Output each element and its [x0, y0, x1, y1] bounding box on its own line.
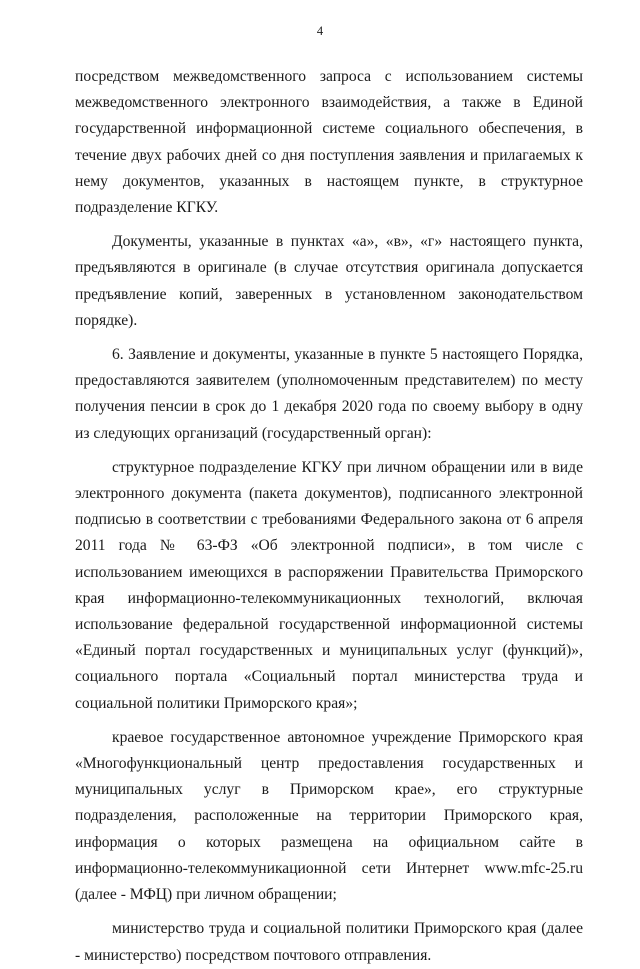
paragraph-item-6: 6. Заявление и документы, указанные в пункте 5 настоящего Порядка, предоставляются заявителем (уполномоченным представителем) по месту получения пенсии в срок до 1 декабря 2020 года по своему выбору в одну из следующих организаций (государственный орган): [75, 346, 583, 442]
paragraph-ministry: министерство труда и социальной политики Приморского края (далее - министерство) посредством почтового отправления. [75, 920, 583, 964]
document-body [75, 64, 583, 969]
paragraph-continuation: посредством межведомственного запроса с использованием системы межведомственного электронного взаимодействия, а также в Единой государственной информационной системе социального обеспечения, в течение двух рабочих дней со дня поступления заявления и прилагаемых к нему документов, указанных в настоящем пункте, в структурное подразделение КГКУ. [75, 68, 583, 217]
paragraph-mfc: краевое государственное автономное учреждение Приморского края «Многофункциональный центр предоставления государственных и муниципальных услуг в Приморском крае», его структурные подразделения, расположенные на территории Приморского края, информация о которых размещена на официальном сайте в информационно-телекоммуникационной сети Интернет www.mfc-25.ru (далее - МФЦ) при личном обращении; [75, 728, 583, 904]
paragraph-documents-originals: Документы, указанные в пунктах «а», «в», «г» настоящего пункта, предъявляются в оригинале (в случае отсутствия оригинала допускается предъявление копий, заверенных в установленном законодательством порядке). [75, 233, 583, 329]
paragraph-kgku-division: структурное подразделение КГКУ при личном обращении или в виде электронного документа (пакета документов), подписанного электронной подписью в соответствии с требованиями Федерального закона от 6 апреля 2011 года № 63-ФЗ «Об электронной подписи», в том числе с использованием имеющихся в распоряжении Правительства Приморского края информационно-телекоммуникационных технологий, включая использование федеральной государственной информационной системы «Единый портал государственных и муниципальных услуг (функций)», социального портала «Социальный портал министерства труда и социальной политики Приморского края»; [75, 458, 583, 712]
page-number: 4 [316, 24, 324, 38]
